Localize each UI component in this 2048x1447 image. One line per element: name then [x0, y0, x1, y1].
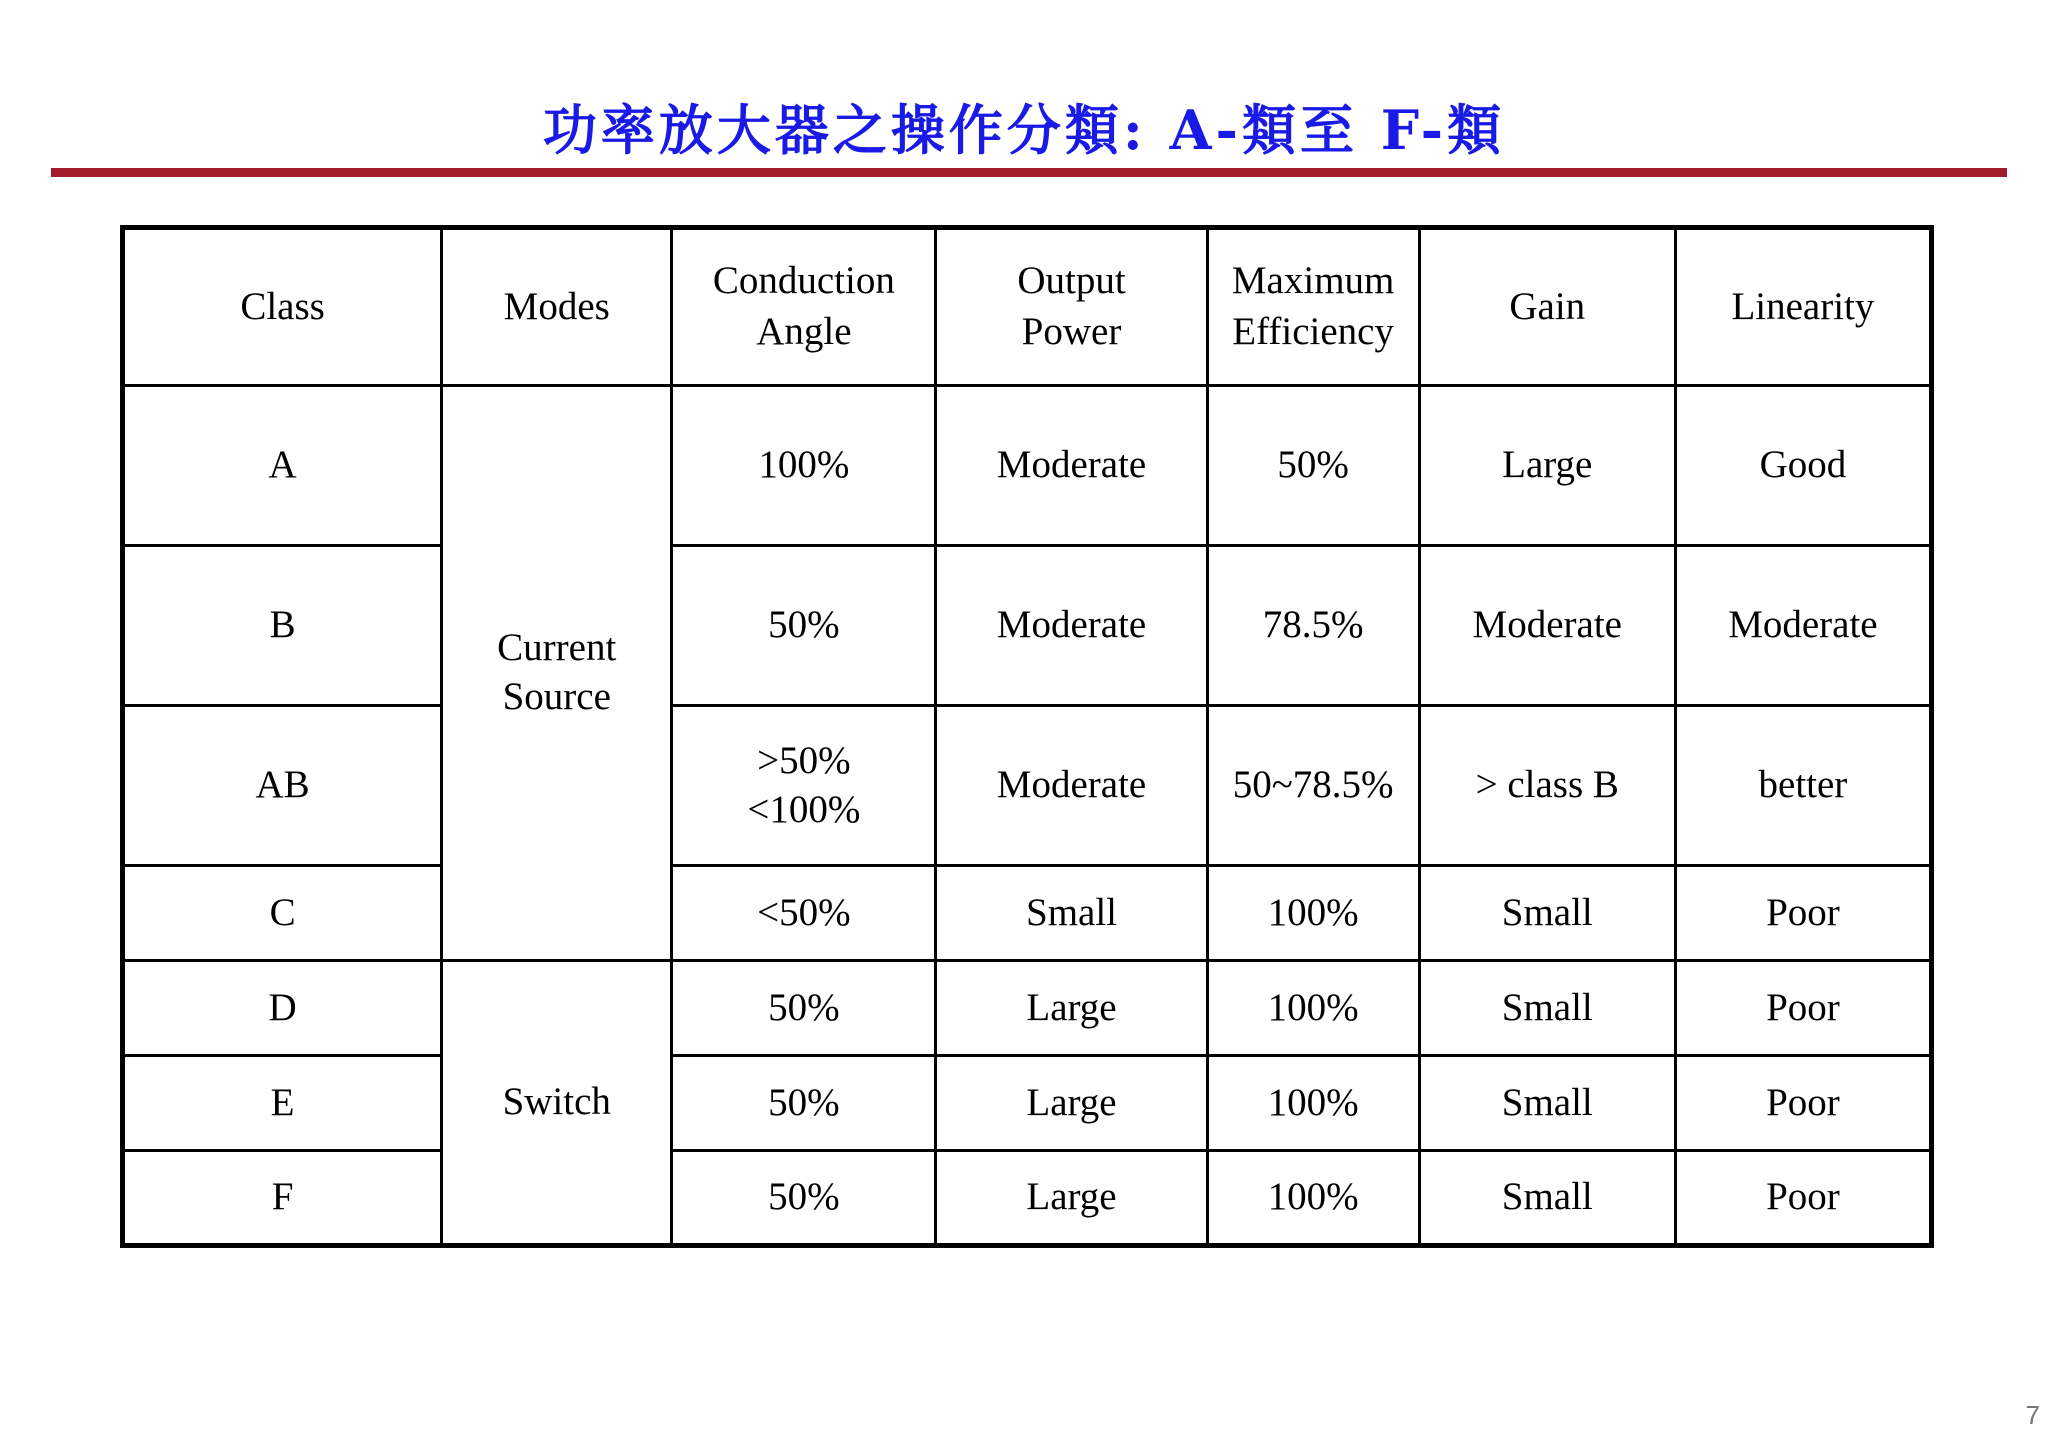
cell-class: C	[123, 866, 442, 961]
table-row	[123, 546, 1932, 706]
cell-angle: 50%	[672, 1151, 936, 1246]
cell-power: Large	[936, 961, 1207, 1056]
cell-angle: 50%	[672, 1056, 936, 1151]
cell-efficiency: 100%	[1207, 1056, 1419, 1151]
pa-class-table	[120, 225, 1934, 1248]
cell-class: A	[123, 386, 442, 546]
cell-linearity: Good	[1675, 386, 1931, 546]
table-row	[123, 1056, 1932, 1151]
page-title: 功率放大器之操作分類: A-類至 F-類	[542, 98, 1506, 162]
cell-efficiency: 100%	[1207, 1151, 1419, 1246]
cell-class: B	[123, 546, 442, 706]
cell-class: D	[123, 961, 442, 1056]
cell-linearity: Poor	[1675, 1056, 1931, 1151]
cell-power: Large	[936, 1056, 1207, 1151]
cell-gain: Small	[1419, 1056, 1675, 1151]
cell-gain: Small	[1419, 866, 1675, 961]
cell-class: AB	[123, 706, 442, 866]
cell-power: Large	[936, 1151, 1207, 1246]
header-class: Class	[123, 228, 442, 386]
cell-angle: >50% <100%	[672, 706, 936, 866]
cell-angle: 50%	[672, 546, 936, 706]
cell-efficiency: 100%	[1207, 866, 1419, 961]
cell-power: Moderate	[936, 386, 1207, 546]
cell-class: F	[123, 1151, 442, 1246]
cell-angle: <50%	[672, 866, 936, 961]
header-max-efficiency: Maximum Efficiency	[1207, 228, 1419, 386]
header-modes: Modes	[442, 228, 672, 386]
cell-efficiency: 78.5%	[1207, 546, 1419, 706]
cell-class: E	[123, 1056, 442, 1151]
cell-efficiency: 50%	[1207, 386, 1419, 546]
title-divider	[51, 168, 2007, 177]
header-linearity: Linearity	[1675, 228, 1931, 386]
cell-angle: 100%	[672, 386, 936, 546]
cell-linearity: better	[1675, 706, 1931, 866]
cell-linearity: Moderate	[1675, 546, 1931, 706]
cell-linearity: Poor	[1675, 866, 1931, 961]
table-row	[123, 961, 1932, 1056]
table-row	[123, 706, 1932, 866]
table-row	[123, 866, 1932, 961]
header-gain: Gain	[1419, 228, 1675, 386]
header-output-power: Output Power	[936, 228, 1207, 386]
cell-linearity: Poor	[1675, 1151, 1931, 1246]
cell-efficiency: 100%	[1207, 961, 1419, 1056]
cell-linearity: Poor	[1675, 961, 1931, 1056]
cell-gain: Large	[1419, 386, 1675, 546]
header-row	[123, 228, 1932, 386]
cell-gain: Moderate	[1419, 546, 1675, 706]
cell-mode-current-source: Current Source	[442, 386, 672, 961]
cell-angle: 50%	[672, 961, 936, 1056]
cell-power: Small	[936, 866, 1207, 961]
header-conduction-angle: Conduction Angle	[672, 228, 936, 386]
table-row	[123, 386, 1932, 546]
page-number: 7	[2025, 1400, 2040, 1430]
cell-gain: Small	[1419, 1151, 1675, 1246]
cell-mode-switch: Switch	[442, 961, 672, 1246]
table-row	[123, 1151, 1932, 1246]
cell-power: Moderate	[936, 546, 1207, 706]
cell-gain: > class B	[1419, 706, 1675, 866]
cell-efficiency: 50~78.5%	[1207, 706, 1419, 866]
cell-gain: Small	[1419, 961, 1675, 1056]
cell-power: Moderate	[936, 706, 1207, 866]
